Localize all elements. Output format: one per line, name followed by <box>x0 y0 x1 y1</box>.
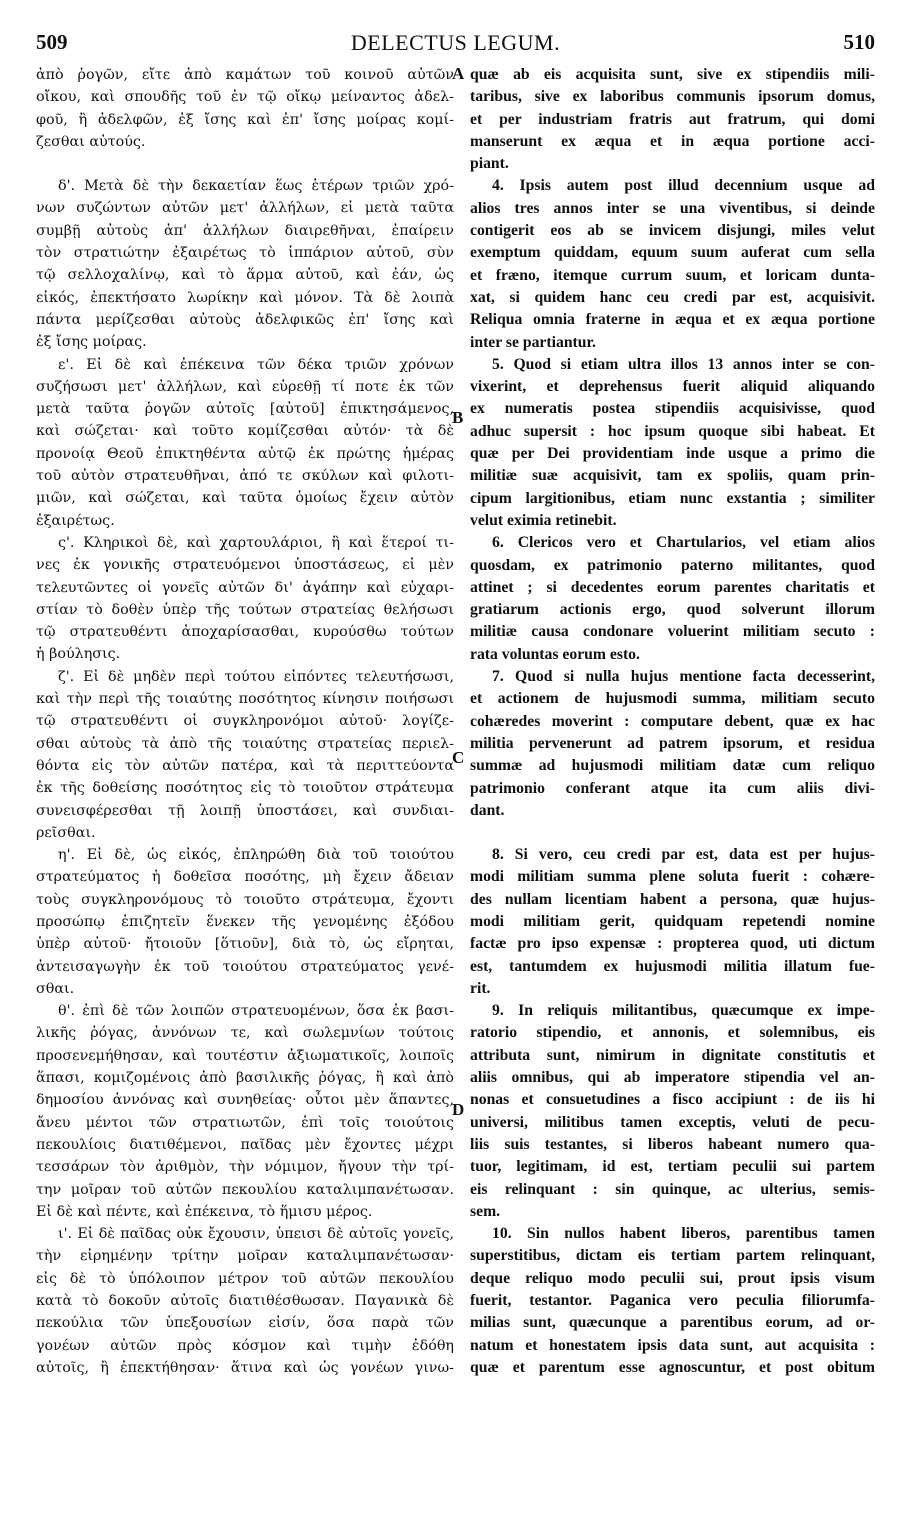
margin-marker: C <box>452 748 465 767</box>
text-line: τῷ στρατευθέντι ἀποχαρίσασθαι, κυρούσθω τούτων <box>36 624 454 641</box>
text-line: γονέων αὐτῶν πρὸς κόσμον καὶ τιμὴν ἐδόθη <box>36 1337 454 1354</box>
right-page-number: 510 <box>843 30 875 54</box>
text-line: factæ pro ipso expensæ : propterea quod, uti dictum <box>470 935 875 953</box>
text-line: attinet ; si decedentes eorum parentes charitatis et <box>470 578 875 596</box>
text-line: μιῶν, καὶ σώζεται, καὶ ταῦτα ὁμοίως ἔχειν αὐτὸν <box>36 490 454 507</box>
text-line: piant. <box>470 155 509 173</box>
text-line: ἀπὸ ῥογῶν, εἴτε ἀπὸ καμάτων τοῦ κοινοῦ αὐτῶν <box>36 67 454 83</box>
text-line: des nullam licentiam habent a persona, quæ hujus- <box>470 890 875 908</box>
text-line: σθαι. <box>36 980 75 997</box>
text-line: ἐξαιρέτως. <box>36 512 115 529</box>
text-line: καὶ τὴν περὶ τῆς τοιαύτης ποσότητος κίνησιν ποιήσωσι <box>36 691 454 708</box>
text-line: inter se partiantur. <box>470 333 596 351</box>
running-header <box>36 30 875 60</box>
text-line: et actionem de hujusmodi summa, militiam secuto <box>470 690 875 708</box>
text-line: quæ per Dei providentiam inde usque a primo die <box>470 445 875 463</box>
text-line: 6. Clericos vero et Chartularios, vel etiam alios <box>492 534 875 552</box>
text-line: et fræno, itemque currum suum, et loricam dunta- <box>470 266 875 284</box>
text-line: liis suis testantes, si liberos habeant numero qua- <box>470 1135 875 1153</box>
text-line: καὶ σώζεται· καὶ τοῦτο κομίζεσθαι αὐτόν· τὰ δὲ <box>36 423 454 440</box>
text-line: ρεῖσθαι. <box>36 824 96 841</box>
text-line: modi militiam summa plene soluta fuerit : cohære- <box>470 868 875 886</box>
text-line: nonas et consuetudines a fisco accipiunt : de iis hi <box>470 1091 875 1109</box>
text-line: militiæ suæ acquisivit, tam ex spoliis, quam prin- <box>470 467 875 485</box>
text-line: τοὺς συγκληρονόμους τὸ τοιοῦτο στράτευμα, ἔχοντι <box>36 891 454 908</box>
text-line: φοῦ, ἢ ἀδελφῶν, ἐξ ἴσης καὶ ἐπ' ἴσης μοίρας κομί- <box>36 111 454 128</box>
text-line: aliis omnibus, qui ab imperatore stipendia vel an- <box>470 1069 875 1087</box>
text-line: ἀντεισαγωγὴν ἐκ τοῦ τοιούτου στρατεύματος γενέ- <box>36 958 454 975</box>
text-line: dant. <box>470 801 505 819</box>
text-line: 7. Quod si nulla hujus mentione facta decesserint, <box>492 668 875 686</box>
paragraph-gap <box>36 153 454 175</box>
text-line: Reliqua omnia fraterne in æqua et ex æqua portione <box>470 311 875 329</box>
text-line: quosdam, ex patrimonio paterno militantes, quod <box>470 556 875 574</box>
text-line: militiæ causa condonare voluerint militiam secuto : <box>470 623 875 641</box>
text-line: natum et honestatem ipsis data sunt, aut acquisita : <box>470 1336 875 1354</box>
text-line: ζεσθαι αὐτούς. <box>36 133 146 150</box>
text-line: τελευτῶντες οἱ γονεῖς αὐτῶν δι' ἀγάπην καὶ εὐχαρι- <box>36 579 454 596</box>
text-line: αὐτοῖς, ἢ ἐπεκτήθησαν· ἅτινα καὶ ὡς γονέων γινω- <box>36 1359 454 1376</box>
text-line: τὴν εἰρημένην τρίτην μοῖραν καταλιμπανέτωσαν· <box>36 1248 454 1265</box>
text-line: 9. In reliquis militantibus, quæcumque ex impe- <box>492 1002 875 1020</box>
text-line: πεκουλίοις διατιθέμενοι, παῖδας μὲν ἔχοντες μέχρι <box>36 1136 454 1153</box>
text-line: ἄνευ μέντοι τῶν στρατιωτῶν, ἐπὶ τοῖς τοιούτοις <box>36 1114 454 1131</box>
text-line: νες ἐκ γονικῆς στρατευόμενοι ὑποστάσεως, εἰ μὲν <box>36 557 454 574</box>
text-line: ἅπασι, κομιζομένοις ἀπὸ βασιλικῆς ῥόγας, ἢ καὶ ἀπὸ <box>36 1070 454 1087</box>
text-line: ex numeratis postea stipendiis acquisivisse, quod <box>470 400 875 418</box>
text-line: rata voluntas eorum esto. <box>470 645 640 663</box>
text-line: 4. Ipsis autem post illud decennium usque ad <box>492 177 875 195</box>
text-line: θόντα εἰς τὸν αὐτῶν πατέρα, καὶ τὰ περιττεύοντα <box>36 757 454 774</box>
text-line: quæ ab eis acquisita sunt, sive ex stipendiis mili- <box>470 66 875 83</box>
text-line: ἐκ τῆς δοθείσης ποσότητος εἰς τὸ τοιοῦτον στράτευμα <box>36 780 454 797</box>
text-line: σθαι αὐτοὺς τὰ ἀπὸ τῆς τοιαύτης στρατείας περιελ- <box>36 735 454 752</box>
text-line: την μοῖραν τοῦ αὐτῶν πεκουλίου καταλιμπανέτωσαν. <box>36 1181 454 1198</box>
text-line: velut eximia retinebit. <box>470 511 617 529</box>
text-line: δ'. Μετὰ δὲ τὴν δεκαετίαν ἕως ἑτέρων τριῶν χρό- <box>58 178 454 195</box>
text-line: συμβῇ αὐτοὺς ἀπ' ἀλλήλων διαιρεθῆναι, ἐπαίρειν <box>36 222 454 239</box>
text-line: modi militiam gerit, quidquam repetendi nomine <box>470 912 875 930</box>
text-line: η'. Εἰ δὲ, ὡς εἰκός, ἐπληρώθη διὰ τοῦ τοιούτου <box>58 847 454 864</box>
text-line: deque reliquo modo peculii sui, prout ipsis visum <box>470 1269 875 1287</box>
text-line: λικῆς ῥόγας, ἀννόνων τε, καὶ σωλεμνίων τούτοις <box>36 1025 454 1042</box>
text-line: εἰκός, ἐπεκτήσατο λωρίκην καὶ μόνον. Τὰ δὲ λοιπὰ <box>36 289 454 306</box>
text-line: adhuc supersit : hoc ipsum quoque sibi habeat. Et <box>470 422 875 440</box>
text-line: superstitibus, dictam eis tertiam partem relinquant, <box>470 1247 875 1265</box>
text-line: attributa sunt, nimirum in dignitate constitutis et <box>470 1046 875 1064</box>
text-line: τῷ σελλοχαλίνῳ, καὶ τὸ ἅρμα αὐτοῦ, καὶ ἐάν, ὡς <box>36 267 454 284</box>
text-line: μετὰ ταῦτα ῥογῶν αὐτοῖς [αὐτοῦ] ἐπικτησάμενος, <box>36 401 454 418</box>
text-line: eis relinquant : sin quinque, ac ulterius, semis- <box>470 1180 875 1198</box>
text-line: manserunt ex æqua et in æqua portione acci- <box>470 132 875 150</box>
text-line: xat, si quidem hanc ceu credi par est, acquisivit. <box>470 288 875 306</box>
text-line: προσενεμήθησαν, καὶ τουτέστιν ἀξιωματικοῖς, λοιποῖς <box>36 1047 454 1064</box>
text-line: est, tantumdem ex hujusmodi militia illatum fue- <box>470 957 875 975</box>
text-line: ἐξ ἴσης μοίρας. <box>36 334 147 351</box>
margin-marker: A <box>452 64 465 83</box>
text-line: ἡ βούλησις. <box>36 646 121 663</box>
text-line: milias sunt, quæcunque a parentibus eorum, ad or- <box>470 1314 875 1332</box>
text-line: exemptum quiddam, equum suum auferat cum sella <box>470 244 875 262</box>
text-line: προνοίᾳ Θεοῦ ἐπικτηθέντα αὐτῷ ἐκ πρώτης ἡμέρας <box>36 445 454 462</box>
text-line: taribus, sive ex laboribus communis ipsorum domus, <box>470 88 875 106</box>
text-line: στρατεύματος ἡ δοθεῖσα ποσότης, μὴ ἔχειν ἄδειαν <box>36 869 454 886</box>
text-line: fuerit, testantor. Paganica vero peculia filiorumfa- <box>470 1292 875 1310</box>
text-line: εἰς δὲ τὸ ὑπόλοιπον μέτρον τοῦ αὐτῶν πεκουλίου <box>36 1270 454 1287</box>
latin-text-column <box>470 64 875 1379</box>
text-line: Εἰ δὲ καὶ πέντε, καὶ ἐπέκεινα, τὸ ἥμισυ μέρος. <box>36 1203 373 1220</box>
text-line: vixerint, et deprehensus fuerit aliquid aliquando <box>470 378 875 396</box>
text-line: contigerit eos ab se invicem disjungi, miles velut <box>470 222 875 240</box>
text-line: θ'. ἐπὶ δὲ τῶν λοιπῶν στρατευομένων, ὅσα ἐκ βασι- <box>58 1003 454 1020</box>
text-line: cipum largitionibus, etiam nunc exstantia ; similiter <box>470 489 875 507</box>
text-line: συνεισφέρεσθαι τῇ λοιπῇ ὑποστάσει, καὶ συνδιαι- <box>36 802 454 819</box>
text-line: gratiarum actionis ergo, quod solverunt illorum <box>470 601 875 619</box>
text-line: πεκούλια τῶν ὑπεξουσίων εἰσίν, ὅσα παρὰ τῶν <box>36 1315 454 1332</box>
paragraph-gap <box>470 822 875 844</box>
text-line: tuor, legitimam, id est, tertiam peculii sui partem <box>470 1158 875 1176</box>
text-line: τοῦ αὐτὸν στρατευθῆναι, ἀπό τε σκύλων καὶ φιλοτι- <box>36 468 454 485</box>
text-line: στίαν τὸ δοθὲν ὑπὲρ τῆς τούτων στρατείας θελήσωσι <box>36 601 454 618</box>
text-line: ζ'. Εἰ δὲ μηδὲν περὶ τούτου εἰπόντες τελευτήσωσι, <box>58 668 454 685</box>
left-page-number: 509 <box>36 30 68 54</box>
text-line: πάντα μερίζεσθαι αὐτοὺς ἀδελφικῶς ἐπ' ἴσης καὶ <box>36 311 454 328</box>
text-line: τὸν στρατιώτην ἐξαιρέτως τὸ ἱππάριον αὐτοῦ, σὺν <box>36 245 454 262</box>
text-line: patrimonio conferant atque ita cum aliis divi- <box>470 779 875 797</box>
text-line: δημοσίου ἀννόνας καὶ συνηθείας· οὗτοι μὲν ἅπαντες, <box>36 1092 454 1109</box>
text-line: ὑπὲρ αὐτοῦ· ἤτοιοῦν [ὅτιοῦν], διὰ τὸ, ὡς εἴρηται, <box>36 936 454 953</box>
running-title: DELECTUS LEGUM. <box>350 30 561 55</box>
text-line: κατὰ τὸ δοκοῦν αὐτοῖς διατιθέσθωσαν. Παγανικὰ δὲ <box>36 1293 454 1310</box>
text-line: ε'. Εἰ δὲ καὶ ἐπέκεινα τῶν δέκα τριῶν χρόνων <box>58 356 454 373</box>
text-line: et per industriam fratris aut fratrum, qui domi <box>470 110 875 128</box>
text-line: militia pervenerunt ad patrem ipsorum, et residua <box>470 734 875 752</box>
text-line: universi, militibus tamen exceptis, veluti de pecu- <box>470 1113 875 1131</box>
text-line: συζήσωσι μετ' ἀλλήλων, καὶ εὑρεθῇ τί ποτε ἐκ τῶν <box>36 378 454 395</box>
text-line: cohæredes moverint : computare debent, quæ ex hac <box>470 712 875 730</box>
text-line: ι'. Εἰ δὲ παῖδας οὐκ ἔχουσιν, ὑπεισι δὲ αὐτοῖς γονεῖς, <box>58 1226 454 1243</box>
greek-text-column <box>36 64 454 1379</box>
text-line: τεσσάρων τὸν ἀριθμὸν, τὴν νόμιμον, ἤγουν τὴν τρί- <box>36 1159 454 1176</box>
text-line: οἴκου, καὶ σπουδῆς τοῦ ἐν τῷ οἴκῳ μείναντος ἀδελ- <box>36 89 454 106</box>
text-line: ratorio stipendio, et annonis, et solemnibus, eis <box>470 1024 875 1042</box>
margin-marker: D <box>452 1100 465 1119</box>
text-line: 8. Si vero, ceu credi par est, data est per hujus- <box>492 846 875 864</box>
margin-marker: B <box>452 408 464 427</box>
text-line: νων συζώντων αὐτῶν μετ' ἀλλήλων, εἰ μετὰ ταῦτα <box>36 200 454 217</box>
text-line: 10. Sin nullos habent liberos, parentibus tamen <box>492 1225 875 1243</box>
text-line: summæ ad hujusmodi militiam datæ cum reliquo <box>470 757 875 775</box>
text-line: 5. Quod si etiam ultra illos 13 annos inter se con- <box>492 355 875 373</box>
text-line: alios tres annos inter se una viventibus, si deinde <box>470 199 875 217</box>
text-line: προσώπῳ ἐπιζητεῖν ἕνεκεν τῆς γενομένης ἐξόδου <box>36 913 454 930</box>
text-line: sem. <box>470 1202 501 1220</box>
text-line: rit. <box>470 979 491 997</box>
text-line: τῷ στρατευθέντι οἱ συγκληρονόμοι αὐτοῦ· λογίζε- <box>36 713 454 730</box>
text-line: quæ et parentum esse agnoscuntur, et post obitum <box>470 1358 875 1376</box>
text-line: ς'. Κληρικοὶ δὲ, καὶ χαρτουλάριοι, ἢ καὶ ἕτεροί τι- <box>58 534 454 551</box>
